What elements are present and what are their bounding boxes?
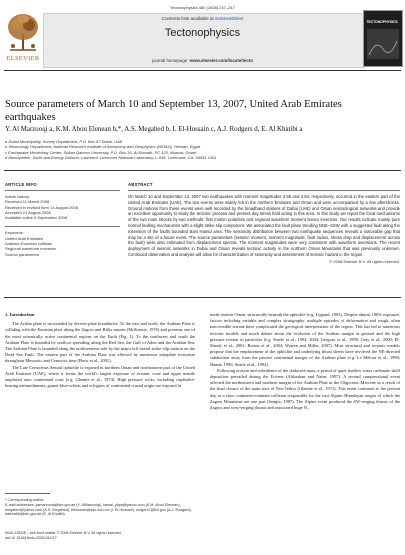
divider	[5, 226, 120, 227]
abstract-box	[128, 182, 400, 264]
corresponding-author-note: * Corresponding author.	[5, 498, 44, 502]
keyword-item: Arabian–Eurasian collision	[5, 241, 53, 247]
doi-block	[5, 531, 195, 541]
keyword-item: Source parameters	[5, 251, 40, 257]
cover-title: TECTONOPHYSICS	[366, 20, 398, 24]
journal-title: Tectonophysics	[164, 27, 241, 39]
keyword-item: United Arab Emirates	[5, 235, 43, 241]
homepage-prefix: journal homepage:	[152, 58, 189, 63]
journal-reference: Tectonophysics 460 (2008) 237–247	[170, 5, 235, 10]
affiliation: d Atmospheric, Earth and Energy Division, Lawrence Livermore National Laboratory, L-046, Livermore, CA, 94551 USA	[5, 155, 216, 161]
contents-line	[43, 16, 362, 21]
header-rule	[4, 70, 401, 71]
author-list: Y. Al Marzooqi a, K.M. Abou Elenean b,*, A.S. Megahed b, I. El-Hussain c, A.J. Rodgers d, E. Al Khatibi a	[5, 126, 303, 133]
section-rule	[4, 170, 401, 171]
homepage-url[interactable]: www.elsevier.com/locate/tecto	[189, 58, 253, 63]
body-paragraph: The Late Cretaceous Semail ophiolite is exposed in northern Oman and northeastern part of the United Arab Emirates (UAE), where it forms the world's largest exposure of oceanic crust and upper mantle emplaced onto continental crust (e.g. Glennie et al., 1974). High pressure rocks, including carpholite-bearing metasediments, garnet-blue-schists and eclogites of continental crustal origin are exposed in	[5, 364, 195, 389]
body-paragraph: The Arabia plate is surrounded by diverse plate boundaries. To the east and north, the Arabian Plate is colliding with the Eurasian plate along the Zagros and Bitlis sutures (McKenzie, 1976) and presents one of the most seismically active continental regions on the Earth (Fig. 1). To the southwest and south the Arabian Plate is bounded by seafloor spreading along the Red Sea, the Gulf of Aden and the Arabian Sea. The Arabian Plate is bounded along the northwestern side by the major left lateral strike-slip motion on the Dead Sea Fault. The eastern part of the Arabian Plate was affected by numerous intraplate tectonism throughout Mesozoic and Cenozoic time (Brew et al., 2001).	[5, 321, 195, 364]
keyword-item: Regional waveform inversion	[5, 246, 57, 252]
article-info-heading: ARTICLE INFO	[5, 182, 37, 187]
copyright-notice: © 2008 Elsevier B.V. All rights reserved.	[329, 258, 400, 264]
contents-line-prefix: Contents lists available at	[161, 16, 214, 21]
doi-line[interactable]: doi:10.1016/j.tecto.2008.08.017	[5, 535, 57, 540]
divider	[5, 190, 120, 191]
footnote	[5, 498, 195, 517]
history-item: Accepted 21 August 2008	[5, 209, 51, 215]
author-emails: E-mail addresses: yamarzooqi@dm.gov.ae (Y. AlMarzooqi), kamal_pitya@yahoo.com (K.M. Abou Elenean), megahed@yahoo.com (A.S. Megahed), elhussain@squ.edu.om (I. El-Hussain), rodgers7@llnl.gov (A.J. Rodgers), ealkhatibi@dm.gov.ae (E. Al Khatibi).	[5, 502, 192, 517]
body-column-left	[5, 312, 195, 389]
introduction-heading: 1. Introduction	[5, 312, 35, 317]
affiliation: b Seismology Department, National Research Institute of Astronomy and Geophysics (NRIAG), Helwan, Egypt	[5, 144, 201, 150]
front-matter-line: 0040-1951/$ – see front matter © 2008 Elsevier B.V. All rights reserved.	[5, 531, 122, 535]
article-info-box	[5, 182, 120, 257]
elsevier-tree-logo	[4, 10, 42, 56]
abstract-text: On March 10 and September 13, 2007 two earthquakes with moment magnitudes 3.66 and 3.94, respectively, occurred in the eastern part of the United Arab Emirates (UAE). The two events were widely felt in the northern Emirates and Oman and were accompanied by a few aftershocks. Ground motions from these events were well recorded by the broadband stations of Dubai (UAE) and Oman seismological networks and provide an excellent opportunity to study the tectonic process and present day stress field acting in this area. In this study we report the focal mechanisms of the two main shocks by two methods: first motion polarities and regional waveform moment tensor inversion. Our results indicate mainly pure normal faulting mechanisms with a slight strike slip component. We associated the fault plane trending NNE–SSW with a suggested fault along the extension of the faults bounded Bani Hamid area. The seismicity distribution between two earthquake sequences reveals a noticeable gap that may be a site of a future event. The source parameters (seismic moment, moment magnitude, fault radius, stress drop and displacement across the fault) were also estimated from displacement spectra. The moment magnitudes were very consistent with waveform inversions. The recent deployment of seismic networks in Dubai and Oman reveals tectonic activity in the northern Oman Mountains that was previously unknown. Continued observation and analysis will allow for characterization of seismicity and assessment of seismic hazard in the region.	[128, 194, 400, 257]
body-paragraph: north-eastern Oman, structurally beneath the ophiolite (e.g. Lippard, 1983). Despite almost 100% exposure, factors including variable and complex stratigraphy, multiple episodes of deformation and rough, often inaccessible terrane have complicated the geological interpretation of the region. This has led to numerous tectonic models and much debate about the evolution of the Arabian margin in general and the high pressure terrane in particular (e.g. Searle et al., 1994, 2004; Gregory et al., 1998; Gray et al., 2000; El-Shazly et al., 2001; Breton et al., 2004; Warren and Miller, 2007). Most structural and tectonic models propose that the emplacement of the ophiolite and underlying thrust sheets have involved the NE-directed subduction away from the passive continental margin of the Arabian plate (e.g. Le Métour et al., 1990; Hanna, 1990; Searle et al., 1994).	[210, 312, 400, 367]
section-rule	[4, 297, 401, 298]
article-history-label: Article history:	[5, 194, 31, 199]
publisher-logo-text: ELSEVIER	[6, 55, 40, 62]
keywords-label: Keywords:	[5, 230, 24, 236]
article-title: Source parameters of March 10 and September 13, 2007, United Arab Emirates earthquakes	[5, 99, 342, 123]
affiliation: a Dubai Municipality, Survey Department, P.O. Box 67 Dubai, UAE	[5, 139, 123, 144]
journal-cover-image	[363, 10, 403, 67]
footnote-rule	[5, 493, 50, 494]
affiliations	[5, 139, 400, 161]
abstract-heading: ABSTRACT	[128, 182, 153, 187]
history-item: Received 11 March 2008	[5, 199, 50, 205]
history-item: Received in revised form 14 August 2008	[5, 204, 78, 210]
divider	[128, 190, 400, 191]
sciencedirect-link[interactable]: ScienceDirect	[215, 16, 244, 21]
body-paragraph: Following erosion and subsidence of the obducted mass, a period of quiet shallow water carbonate shelf deposition prevailed during the Eocene (Alsharhan and Nairn, 1997). A second compressional event affected the northeastern and northern margin of the Arabian Plate in the Oligocene–Miocene as a result of the final closure of the main tract of Neo-Tethys (Glennie et al., 1973). This event continues to the present day as a slow continent-continent collision responsible for the vast Alpine–Himalayan ranges of which the Zagros Mountains are one part (Sengör, 1987). The Alpine event produced the SW-verging thrusts of the Zagros and west-verging thrusts and associated huge N–	[210, 367, 400, 411]
affiliation: c Earthquake Monitoring Center, Sultan Qaboos University, P.O. Box 35, Al-Khoudh, PC 123, Muscat, Oman	[5, 149, 197, 155]
history-item: Available online 5 September 2008	[5, 215, 67, 221]
body-column-right	[210, 312, 400, 411]
journal-homepage	[43, 58, 362, 63]
